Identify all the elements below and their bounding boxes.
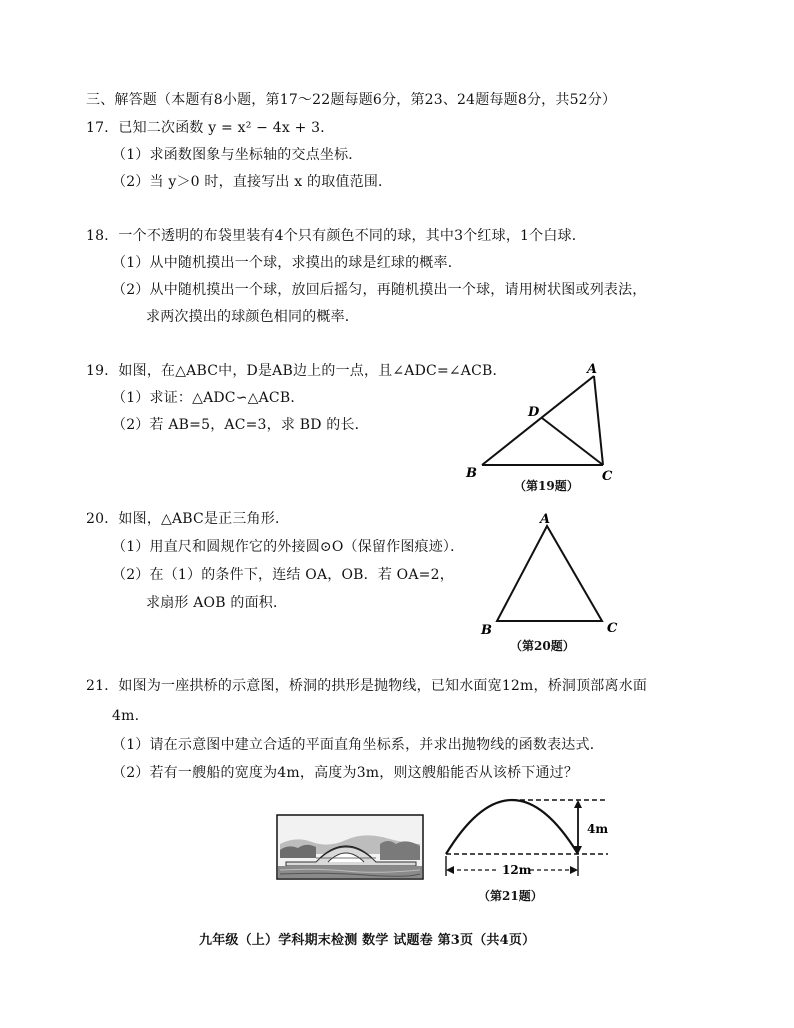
side-ba [482,376,594,465]
question-20-part-2-cont: 求扇形 AOB 的面积． [146,595,288,611]
question-19-stem: 19．如图，在△ABC中，D是AB边上的一点，且∠ADC=∠ACB． [86,363,507,379]
bridge-photo [276,814,424,880]
figure-19-triangle [460,360,630,490]
figure-21-parabola [436,796,622,878]
vertex-label-b: B [481,623,492,638]
question-18-part-2-cont: 求两次摸出的球颜色相同的概率． [146,309,359,325]
height-label: 4m [587,822,609,836]
question-20-stem: 20．如图，△ABC是正三角形． [86,511,290,527]
question-18-part-1: （1）从中随机摸出一个球，求摸出的球是红球的概率． [112,255,462,271]
question-20-part-1: （1）用直尺和圆规作它的外接圆⊙O（保留作图痕迹）． [112,539,465,555]
vertex-label-b: B [466,466,477,481]
question-17-part-1: （1）求函数图象与坐标轴的交点坐标． [112,147,363,163]
question-17-part-2: （2）当 y＞0 时，直接写出 x 的取值范围． [112,174,393,190]
figure-20-caption: （第20题） [510,639,575,653]
question-18-stem: 18．一个不透明的布袋里装有4个只有颜色不同的球，其中3个红球，1个白球． [86,228,586,244]
vertex-label-a: A [587,362,598,377]
question-17-stem: 17．已知二次函数 y = x² − 4x + 3． [86,120,335,136]
figure-21-caption: （第21题） [478,889,543,903]
side-ac [594,376,603,465]
arch-parabola [446,800,578,854]
question-18-part-2: （2）从中随机摸出一个球，放回后摇匀，再随机摸出一个球，请用树状图或列表法， [112,282,647,298]
equilateral-triangle [497,526,602,621]
question-21-part-2: （2）若有一艘船的宽度为4m，高度为3m，则这艘船能否从该桥下通过？ [112,765,579,781]
figure-19-caption: （第19题） [514,479,579,493]
question-19-part-1: （1）求证：△ADC∽△ACB． [112,390,305,406]
vertex-label-a: A [540,512,551,527]
page-footer: 九年级（上）学科期末检测 数学 试题卷 第3页（共4页） [199,933,536,948]
width-label: 12m [502,863,532,877]
question-21-part-1: （1）请在示意图中建立合适的平面直角坐标系，并求出抛物线的函数表达式． [112,737,604,753]
vertex-label-c: C [607,621,618,636]
arrow-head-left [446,866,454,874]
vertex-label-c: C [602,469,613,484]
point-label-d: D [528,405,540,420]
question-19-part-2: （2）若 AB=5，AC=3，求 BD 的长． [112,417,369,433]
question-20-part-2: （2）在（1）的条件下，连结 OA，OB．若 OA=2， [112,567,454,583]
arrow-head-up [574,800,582,808]
figure-20-triangle [470,508,630,638]
arrow-head-right [570,866,578,874]
question-21-stem-cont: 4m. [112,708,140,724]
section-header: 三、解答题（本题有8小题，第17～22题每题6分，第23、24题每题8分，共52分） [86,92,617,108]
segment-dc [542,418,603,465]
question-21-stem: 21．如图为一座拱桥的示意图，桥洞的拱形是抛物线，已知水面宽12m，桥洞顶部离水面 [86,678,648,694]
